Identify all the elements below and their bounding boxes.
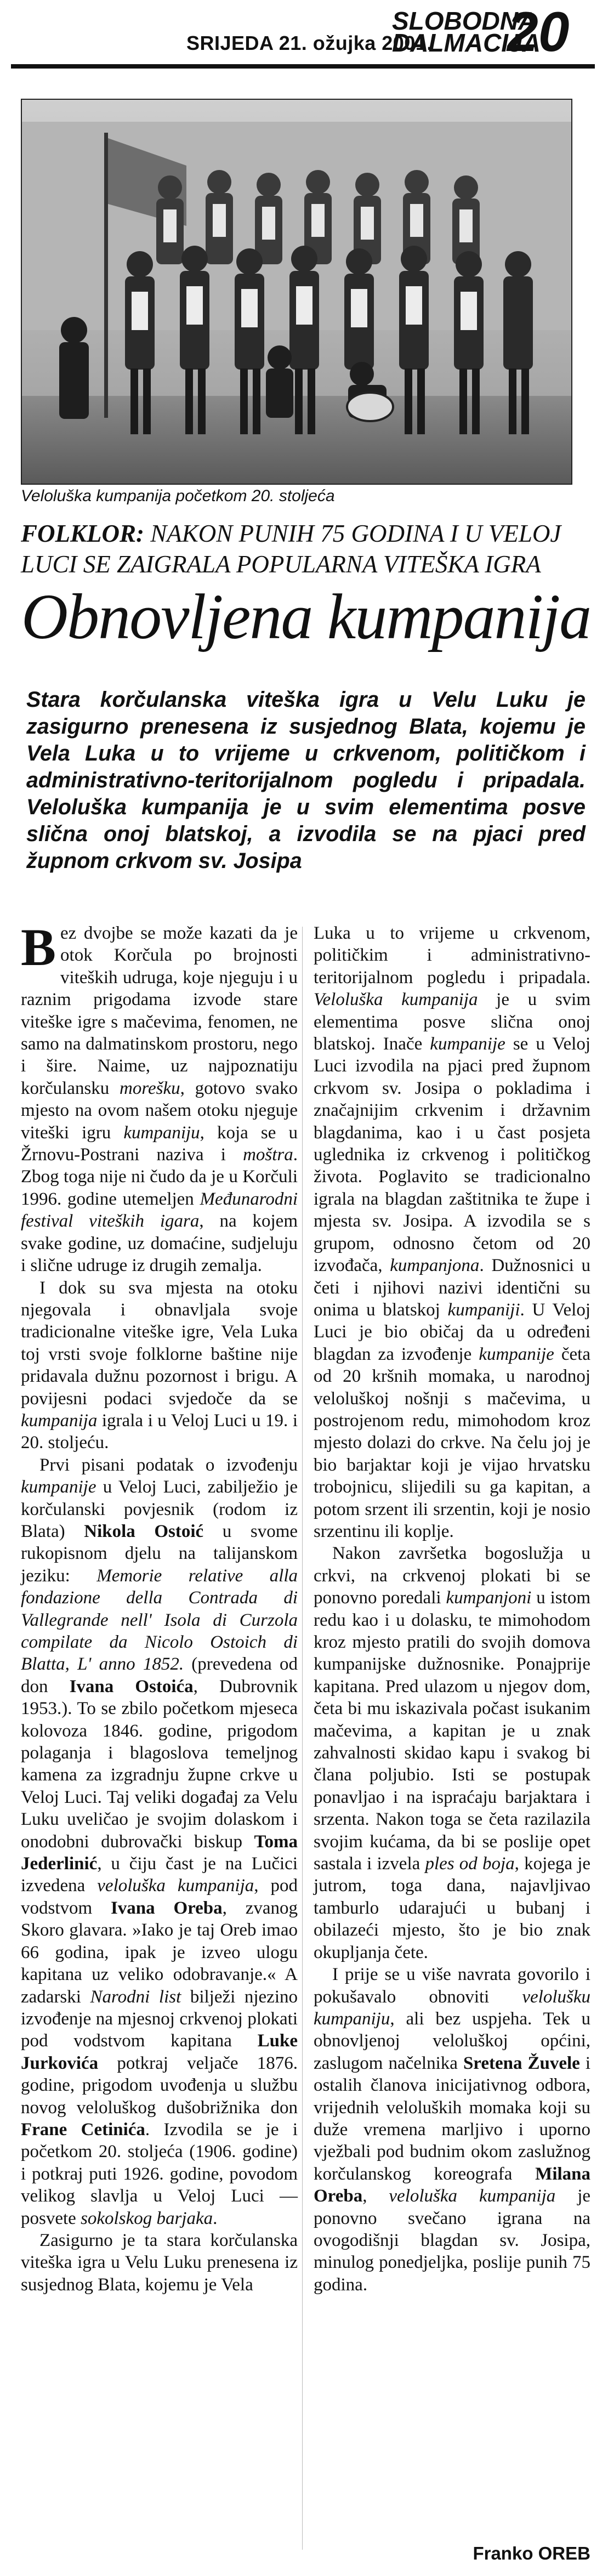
issue-date: SRIJEDA 21. ožujka 2001. (186, 32, 433, 54)
text-run: je u svim elementima posve slična onoj blatskoj. Inače (314, 990, 591, 1054)
italic-run: sokolskog barjaka (81, 2208, 213, 2228)
text-run: , u čiju čast je na Lučici izvedena (21, 1854, 298, 1896)
text-run: , na kojem svake godine, uz domaćine, sudjeluju i slične udruge iz drugih zemalja. (21, 1211, 298, 1276)
text-run: Luka u to vrijeme u crkvenom, političkim i administrativno-teritorijalnom pogledu i pripadala. (314, 923, 590, 988)
author-byline: Franko OREB (473, 2543, 590, 2563)
italic-run: kumpaniji (447, 1300, 520, 1320)
bold-run: Luke Jurkovića (21, 2031, 298, 2073)
text-run: . U Veloj Luci je bio običaj da u određeni blagdan za izvođenje (314, 1300, 591, 1364)
text-run: u istom redu kao i u dolasku, te mimohodom kroz mjesto pratili do svojih domova kumpanijske dužnosnike. Ponajprije kapitana. Pred ulazom u njegov dom, četa bi mu iskazivala počast isukanim mačevima, a kapitan je u znak zahvalnosti skidao kapu i svakog bi člana poljubio. Isti se postupak ponavljao i na ispraćaju barjaktara i srzenta. Nakon toga se četa razilazila svojim kućama, da bi se poslije opet sastala i izvela (314, 1588, 590, 1874)
newspaper-name-line2: DALMACIJA (392, 29, 541, 57)
bold-run: Milana Oreba (314, 2164, 591, 2206)
text-run: u Veloj Luci, zabilježio je korčulanski povjesnik (rodom iz Blata) (21, 1477, 298, 1541)
paragraph (314, 1964, 590, 2296)
page-number: 20 (507, 1, 570, 63)
italic-run: ples od boja (425, 1854, 515, 1874)
paragraph (21, 1454, 298, 2229)
bold-run: Ivana Ostoića (69, 1676, 194, 1696)
text-run: i ostalih članova inicijativnog odbora, vrijednih veloluških momaka koji su duže vremena marljivo i uporno vježbali pod budnim okom zaslužnog korčulanskog koreografa (314, 2053, 591, 2184)
bold-run: Ivana Oreba (110, 1898, 223, 1918)
column-divider (302, 927, 303, 2550)
italic-run: kumpanije (21, 1477, 96, 1497)
article-column-left (21, 918, 298, 2296)
paragraph (21, 918, 298, 1277)
text-run: potkraj veljače 1876. godine, prigodom uvođenja u službu novog veloluškog dušobrižnika don (21, 2053, 298, 2118)
italic-run: Memorie relative alla fondazione della Contrada di Vallegrande nell' Isola di Curzola compilate da Nicolo Ostoich di Blatta, L' anno 1852. (21, 1565, 298, 1675)
text-run: , koja se u Žrnovu-Postrani naziva i (21, 1122, 298, 1165)
text-run: I prije se u više navrata govorilo i pokušavalo obnoviti (314, 1965, 590, 2007)
text-run: u svome rukopisnom djelu na talijanskom jeziku: (21, 1521, 298, 1586)
italic-run: kumpanije (479, 1344, 554, 1364)
kicker-text: NAKON PUNIH 75 GODINA I U VELOJ LUCI SE ZAIGRALA POPULARNA VITEŠKA IGRA (21, 520, 561, 578)
italic-run: kumpanija (21, 1410, 98, 1431)
text-run: četa od 20 kršnih momaka, u narodnoj veloluškoj nošnji s mačevima, u postrojenom redu, mimohodom kroz mjesto dolazi do crkve. Na čelu joj je bio barjaktar koji je vijao hrvatsku trobojnicu, slijedili su ga kapitan, a potom srzent ili srzentin, koji je nosio srzentinu ili koplje. (314, 1344, 590, 1541)
bold-run: Sretena Žuvele (463, 2053, 580, 2073)
text-run: , gotovo svako mjesto na ovom našem otoku njeguje viteški igru (21, 1078, 298, 1143)
drop-cap: B (21, 918, 56, 977)
text-run: Prvi pisani podatak o izvođenju (39, 1455, 298, 1475)
italic-run: kumpaniju (123, 1122, 200, 1143)
photo-caption: Veloluška kumpanija početkom 20. stoljeća (21, 487, 335, 505)
text-run: . (213, 2208, 218, 2228)
text-run: bilježi njezino izvođenje na mjesnoj crkvenoj plokati pod vodstvom kapitana (21, 1987, 298, 2051)
text-run: ez dvojbe se može kazati da je otok Korčula po brojnosti viteških udruga, koje njeguju i u raznim prigodama izvode stare viteške igre s mačevima, fenomen, ne samo na dalmatinskom prostoru, nego i šire. Naime, uz najpoznatiju korčulansku (21, 923, 298, 1098)
italic-run: morešku (120, 1078, 180, 1098)
italic-run: veloluška kumpanija (389, 2186, 556, 2206)
paragraph (21, 1277, 298, 1454)
bold-run: Nikola Ostoić (84, 1521, 204, 1541)
kicker-label: FOLKLOR: (21, 520, 144, 547)
paragraph (314, 922, 590, 1542)
text-run: Zasigurno je ta stara korčulanska viteška igra u Velu Luku prenesena iz susjednog Blata, kojemu je Vela (21, 2230, 298, 2295)
article-lead: Stara korčulanska viteška igra u Velu Luku je zasigurno prenesena iz susjednog Blata, kojemu je Vela Luka u to vrijeme u crkvenom, političkom i administrativno-teritorijalnom pogledu i pripadala. Veloluška kumpanija je u svim elementima posve slična onoj blatskoj, a izvodila se na pjaci pred župnom crkvom sv. Josipa (26, 688, 586, 873)
article-headline: Obnovljena kumpanija (21, 581, 591, 652)
text-run: , pod vodstvom (21, 1876, 298, 1918)
italic-run: Narodni list (90, 1987, 181, 2007)
text-run: igrala i u Veloj Luci u 19. i 20. stoljeću. (21, 1410, 298, 1453)
text-run: . Zbog toga nije ni čudo da je u Korčuli 1996. godine utemeljen (21, 1145, 298, 1209)
text-run: , (362, 2186, 367, 2206)
group-photo (21, 99, 572, 485)
bold-run: Toma Jederlinić (21, 1831, 298, 1874)
italic-run: veloluška kumpanija (97, 1876, 254, 1896)
italic-run: velolušku kumpaniju (314, 1987, 590, 2029)
text-run: Nakon završetka bogoslužja u crkvi, na crkvenoj plokati bi se ponovno poredali (314, 1544, 590, 1608)
text-run: , zvanog Skoro glavara. »Iako je taj Oreb imao 66 godina, ipak je izveo ulogu kapitana uz veliko odobravanje.« A zadarski (21, 1898, 298, 2007)
paragraph (314, 1542, 590, 1964)
article-kicker (21, 518, 586, 580)
italic-run: Međunarodni festival viteških igara (21, 1189, 298, 1232)
text-run: je ponovno svečano igrana na ovogodišnji blagdan sv. Josipa, minulog ponedjeljka, poslije punih 75 godina. (314, 2186, 591, 2295)
text-run: , Dubrovnik 1953.). To se zbilo početkom mjeseca kolovoza 1846. godine, prigodom polaganja i blagoslova temeljnog kamena za izgradnju župne crkve u Veloj Luci. Taj veliki događaj za Velu Luku uveličao je svojim dolaskom i onodobni dubrovački biskup (21, 1676, 298, 1852)
group-photo-illustration (22, 100, 571, 484)
italic-run: moštra (243, 1145, 293, 1165)
text-run: , kojega je jutrom, toga dana, najavljivao tamburlo udarajući u bubanj i obilazeći mjesto, što je bio znak okupljanja čete. (314, 1854, 591, 1962)
paragraph (21, 2229, 298, 2296)
italic-run: kumpanjoni (446, 1588, 532, 1608)
text-run: , ali bez uspjeha. Tek u obnovljenoj veloluškoj općini, zaslugom načelnika (314, 2008, 590, 2073)
newspaper-name-line1: SLOBODNA (392, 7, 537, 35)
text-run: . Izvodila se je i početkom 20. stoljeća (1906. godine) i potkraj puti 1926. godine, povodom velikog slavlja u Veloj Luci — posvete (21, 2119, 298, 2228)
text-run: . Dužnosnici u četi i njihovi nazivi identični su onima u blatskoj (314, 1256, 591, 1320)
text-run: (prevedena od don (21, 1654, 298, 1696)
article-column-right (314, 922, 590, 2296)
text-run: se u Veloj Luci izvodila na pjaci pred župnom crkvom sv. Josipa o pokladima i značajnijim crkvenim i državnim blagdanima, kao i u čast posjeta uglednika iz crkvenog i političkog života. Poglavito se tradicionalno igrala na blagdan zaštitnika te župe i mjesta sv. Josipa. A izvodila se s grupom, odnosno četom od 20 izvođača, (314, 1034, 590, 1276)
italic-run: kumpanjona (390, 1256, 480, 1276)
italic-run: Veloluška kumpanija (314, 990, 478, 1010)
italic-run: kumpanije (430, 1034, 505, 1054)
text-run: I dok su sva mjesta na otoku njegovala i obnavljala svoje tradicionalne viteške igre, Vela Luka toj vrsti svoje folklorne baštine nije pridavala dužnu pozornost i brigu. A povijesni podaci svjedoče da se (21, 1278, 298, 1409)
bold-run: Frane Cetinića (21, 2119, 145, 2140)
masthead-rule (11, 64, 595, 69)
